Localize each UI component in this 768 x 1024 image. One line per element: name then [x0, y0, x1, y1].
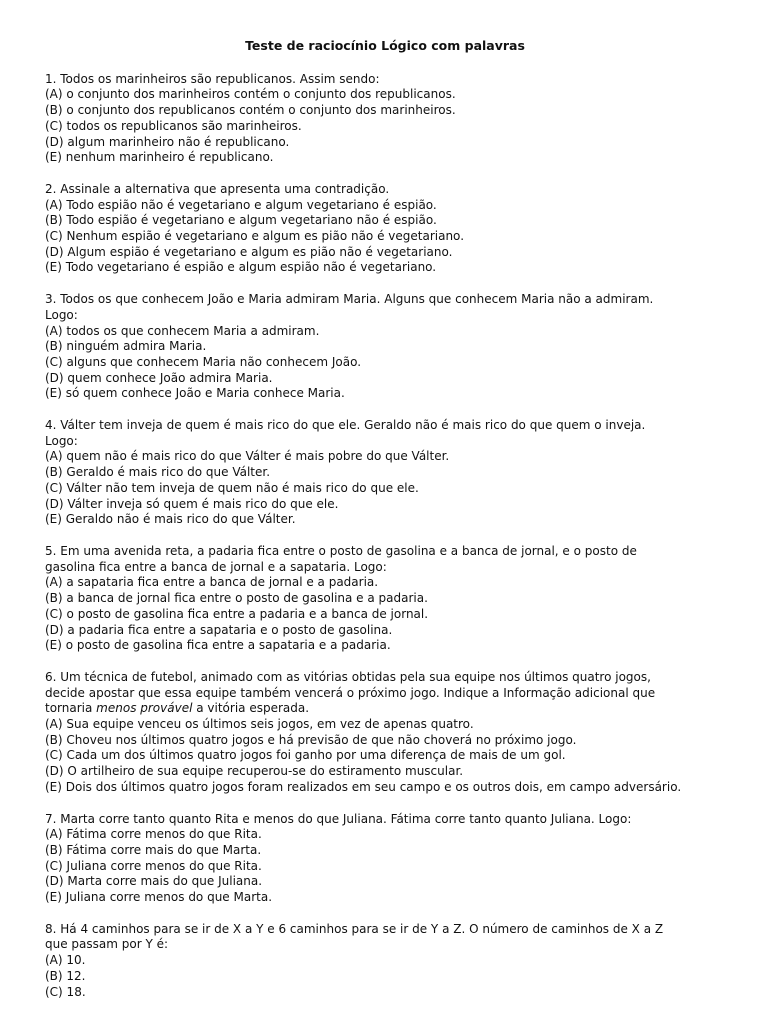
answer-option: (C) Juliana corre menos do que Rita.: [45, 858, 262, 873]
answer-option: (B) a banca de jornal fica entre o posto de gasolina e a padaria.: [45, 591, 428, 606]
answer-option: (B) Geraldo é mais rico do que Válter.: [45, 465, 271, 480]
document-page: [45, 38, 725, 1016]
question-2: [45, 182, 725, 276]
stem-emphasis: menos provável: [96, 701, 193, 716]
question-8: [45, 922, 725, 1001]
answer-option: (A) Sua equipe venceu os últimos seis jogos, em vez de apenas quatro.: [45, 717, 474, 732]
question-5: [45, 544, 725, 654]
answer-option: (D) Marta corre mais do que Juliana.: [45, 874, 263, 889]
answer-option: (D) quem conhece João admira Maria.: [45, 370, 273, 385]
question-list: [45, 72, 725, 1001]
answer-option: (A) Fátima corre menos do que Rita.: [45, 827, 262, 842]
answer-option: (A) todos os que conhecem Maria a admiram.: [45, 323, 320, 338]
answer-option: (A) quem não é mais rico do que Válter é mais pobre do que Válter.: [45, 449, 450, 464]
question-3: [45, 292, 725, 402]
stem-text: a vitória esperada.: [192, 701, 310, 716]
question-stem-line: 5. Em uma avenida reta, a padaria fica entre o posto de gasolina e a banca de jornal, e o posto de: [45, 543, 637, 558]
answer-option: (A) a sapataria fica entre a banca de jornal e a padaria.: [45, 575, 379, 590]
answer-option: (E) Geraldo não é mais rico do que Válter.: [45, 512, 296, 527]
question-stem-line: 6. Um técnica de futebol, animado com as vitórias obtidas pela sua equipe nos últimos quatro jogos,: [45, 669, 651, 684]
answer-option: (B) Choveu nos últimos quatro jogos e há previsão de que não choverá no próximo jogo.: [45, 732, 577, 747]
answer-option: (C) 18.: [45, 984, 86, 999]
question-stem-line: 4. Válter tem inveja de quem é mais rico do que ele. Geraldo não é mais rico do que quem o inveja.: [45, 418, 646, 433]
answer-option: (E) o posto de gasolina fica entre a sapataria e a padaria.: [45, 638, 391, 653]
answer-option: (D) O artilheiro de sua equipe recuperou-se do estiramento muscular.: [45, 764, 464, 779]
answer-option: (D) a padaria fica entre a sapataria e o posto de gasolina.: [45, 622, 393, 637]
answer-option: (B) Fátima corre mais do que Marta.: [45, 842, 262, 857]
question-stem-line: 2. Assinale a alternativa que apresenta uma contradição.: [45, 181, 390, 196]
question-stem-line: [45, 701, 725, 717]
answer-option: (E) Todo vegetariano é espião e algum espião não é vegetariano.: [45, 260, 437, 275]
answer-option: (E) Dois dos últimos quatro jogos foram realizados em seu campo e os outros dois, em campo adversário.: [45, 779, 682, 794]
question-6: [45, 670, 725, 796]
answer-option: (C) Nenhum espião é vegetariano e algum es pião não é vegetariano.: [45, 229, 465, 244]
question-stem-line: 7. Marta corre tanto quanto Rita e menos do que Juliana. Fátima corre tanto quanto Juliana. Logo:: [45, 811, 632, 826]
answer-option: (E) só quem conhece João e Maria conhece Maria.: [45, 386, 345, 401]
question-stem-line: Logo:: [45, 307, 78, 322]
answer-option: (C) Válter não tem inveja de quem não é mais rico do que ele.: [45, 480, 419, 495]
answer-option: (D) Válter inveja só quem é mais rico do que ele.: [45, 496, 339, 511]
question-stem-line: Logo:: [45, 433, 78, 448]
answer-option: (B) 12.: [45, 968, 86, 983]
answer-option: (D) Algum espião é vegetariano e algum es pião não é vegetariano.: [45, 244, 453, 259]
question-stem-line: 3. Todos os que conhecem João e Maria admiram Maria. Alguns que conhecem Maria não a admiram.: [45, 292, 654, 307]
answer-option: (B) Todo espião é vegetariano e algum vegetariano não é espião.: [45, 213, 437, 228]
answer-option: (C) o posto de gasolina fica entre a padaria e a banca de jornal.: [45, 606, 429, 621]
answer-option: (B) ninguém admira Maria.: [45, 339, 207, 354]
answer-option: (C) Cada um dos últimos quatro jogos foi ganho por uma diferença de mais de um gol.: [45, 748, 566, 763]
page-title: Teste de raciocínio Lógico com palavras: [245, 38, 525, 53]
answer-option: (A) o conjunto dos marinheiros contém o conjunto dos republicanos.: [45, 87, 456, 102]
question-stem-line: 8. Há 4 caminhos para se ir de X a Y e 6 caminhos para se ir de Y a Z. O número de caminhos de X a Z: [45, 921, 664, 936]
answer-option: (E) nenhum marinheiro é republicano.: [45, 150, 274, 165]
question-stem-line: decide apostar que essa equipe também vencerá o próximo jogo. Indique a Informação adicional que: [45, 685, 656, 700]
answer-option: (D) algum marinheiro não é republicano.: [45, 134, 290, 149]
stem-text: tornaria: [45, 701, 97, 716]
question-stem-line: 1. Todos os marinheiros são republicanos. Assim sendo:: [45, 71, 380, 86]
question-stem-line: que passam por Y é:: [45, 937, 169, 952]
question-7: [45, 812, 725, 906]
answer-option: (C) todos os republicanos são marinheiros.: [45, 118, 302, 133]
answer-option: (B) o conjunto dos republicanos contém o conjunto dos marinheiros.: [45, 103, 456, 118]
answer-option: (A) Todo espião não é vegetariano e algum vegetariano é espião.: [45, 197, 437, 212]
answer-option: (A) 10.: [45, 953, 86, 968]
answer-option: (E) Juliana corre menos do que Marta.: [45, 890, 273, 905]
answer-option: (C) alguns que conhecem Maria não conhecem João.: [45, 354, 362, 369]
question-stem-line: gasolina fica entre a banca de jornal e a sapataria. Logo:: [45, 559, 387, 574]
question-4: [45, 418, 725, 528]
question-1: [45, 72, 725, 166]
